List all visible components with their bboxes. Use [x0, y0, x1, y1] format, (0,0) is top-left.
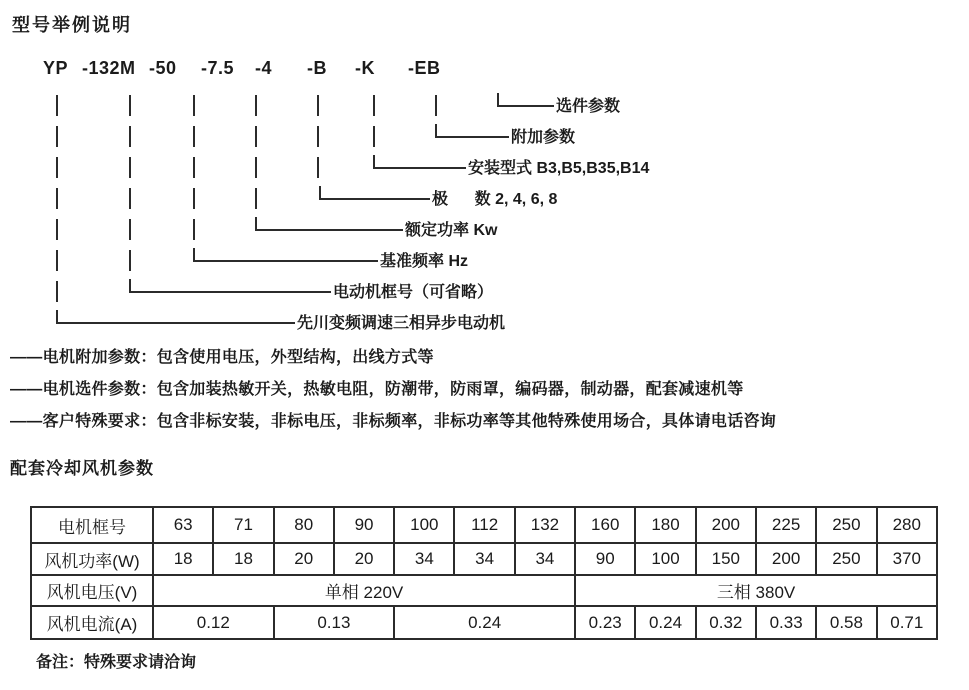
power-cell: 34: [515, 543, 575, 575]
diagram-bar: [255, 95, 257, 116]
diagram-connector: [435, 124, 509, 138]
model-code-segment: -EB: [408, 58, 441, 78]
diagram-label-mounting-type: 安装型式 B3,B5,B35,B14: [468, 160, 650, 177]
model-code-segment: -4: [255, 58, 273, 78]
fan-table: [30, 506, 938, 640]
table-row-frame: [31, 507, 937, 543]
row-header-current: 风机电流(A): [31, 606, 153, 639]
diagram-label-series-name: 先川变频调速三相异步电动机: [297, 315, 506, 332]
table-row-power: [31, 543, 937, 575]
current-cell: 0.32: [696, 606, 756, 639]
diagram-connector: [373, 155, 466, 169]
section-title: 配套冷却风机参数: [10, 459, 154, 478]
diagram-bar: [56, 157, 58, 178]
power-cell: 20: [274, 543, 334, 575]
frame-cell: 112: [454, 507, 514, 543]
current-cell: 0.23: [575, 606, 635, 639]
current-cell: 0.58: [816, 606, 876, 639]
model-code-segment: -7.5: [201, 58, 235, 78]
diagram-connector: [319, 186, 430, 200]
frame-cell: 132: [515, 507, 575, 543]
note-option-params: ——电机选件参数：包含加装热敏开关，热敏电阻，防潮带，防雨罩，编码器，制动器，配套减速机等: [10, 381, 744, 398]
diagram-bar: [255, 157, 257, 178]
diagram-label-option-params: 选件参数: [556, 98, 621, 115]
frame-cell: 80: [274, 507, 334, 543]
diagram-label-additional-params: 附加参数: [511, 129, 576, 146]
diagram-connector: [56, 310, 295, 324]
row-header-power: 风机功率(W): [31, 543, 153, 575]
diagram-bar: [129, 95, 131, 116]
diagram-label-rated-power: 额定功率 Kw: [405, 222, 498, 239]
frame-cell: 225: [756, 507, 816, 543]
row-header-voltage: 风机电压(V): [31, 575, 153, 606]
model-code-segment: -132M: [82, 58, 136, 78]
diagram-row: [0, 183, 969, 214]
diagram-row: [0, 152, 969, 183]
power-cell: 90: [575, 543, 635, 575]
current-cell: 0.24: [635, 606, 695, 639]
model-code-segment: -50: [149, 58, 177, 78]
diagram-connector: [255, 217, 403, 231]
diagram-connector: [129, 279, 331, 293]
diagram-bar: [56, 250, 58, 271]
current-cell: 0.71: [877, 606, 937, 639]
diagram-label-frame-number: 电动机框号（可省略）: [333, 284, 494, 301]
model-code-segment: -K: [355, 58, 375, 78]
footnote: 备注：特殊要求请洽询: [36, 654, 197, 671]
diagram-bar: [56, 95, 58, 116]
power-cell: 18: [213, 543, 273, 575]
current-cell: 0.13: [274, 606, 395, 639]
note-special-requirements: ——客户特殊要求：包含非标安装，非标电压，非标频率，非标功率等其他特殊使用场合，具体请电话咨询: [10, 413, 777, 430]
diagram-bar: [129, 188, 131, 209]
diagram-bar: [129, 219, 131, 240]
diagram-bar: [255, 126, 257, 147]
table-row-current: [31, 606, 937, 639]
diagram-bar: [193, 95, 195, 116]
power-cell: 34: [394, 543, 454, 575]
diagram-bar: [317, 95, 319, 116]
power-cell: 370: [877, 543, 937, 575]
diagram-bar: [129, 157, 131, 178]
diagram-bar: [255, 188, 257, 209]
power-cell: 250: [816, 543, 876, 575]
diagram-bar: [56, 188, 58, 209]
diagram-bar: [56, 126, 58, 147]
current-cell: 0.24: [394, 606, 575, 639]
frame-cell: 200: [696, 507, 756, 543]
diagram-bar: [129, 250, 131, 271]
diagram-label-base-frequency: 基准频率 Hz: [380, 253, 469, 270]
frame-cell: 63: [153, 507, 213, 543]
diagram-connector: [497, 93, 554, 107]
note-additional-params: ——电机附加参数：包含使用电压，外型结构，出线方式等: [10, 349, 434, 366]
frame-cell: 250: [816, 507, 876, 543]
diagram-bar: [317, 157, 319, 178]
diagram-bar: [193, 219, 195, 240]
diagram-bar: [193, 126, 195, 147]
voltage-single-phase-cell: 单相 220V: [153, 575, 575, 606]
diagram-bar: [193, 157, 195, 178]
diagram-bar: [373, 126, 375, 147]
diagram-bar: [193, 188, 195, 209]
diagram-bar: [129, 126, 131, 147]
current-cell: 0.12: [153, 606, 274, 639]
power-cell: 34: [454, 543, 514, 575]
diagram-row: [0, 276, 969, 307]
diagram-bar: [317, 126, 319, 147]
frame-cell: 71: [213, 507, 273, 543]
diagram-label-poles: 极 数 2, 4, 6, 8: [432, 191, 558, 208]
table-row-voltage: [31, 575, 937, 606]
frame-cell: 160: [575, 507, 635, 543]
model-code-segment: YP: [43, 58, 69, 78]
frame-cell: 100: [394, 507, 454, 543]
page-title: 型号举例说明: [12, 15, 132, 35]
power-cell: 100: [635, 543, 695, 575]
diagram-bar: [56, 219, 58, 240]
power-cell: 200: [756, 543, 816, 575]
diagram-bar: [56, 281, 58, 302]
frame-cell: 90: [334, 507, 394, 543]
diagram-bar: [373, 95, 375, 116]
current-cell: 0.33: [756, 606, 816, 639]
frame-cell: 280: [877, 507, 937, 543]
power-cell: 18: [153, 543, 213, 575]
row-header-frame: 电机框号: [31, 507, 153, 543]
diagram-row: [0, 214, 969, 245]
diagram-row: [0, 121, 969, 152]
diagram-connector: [193, 248, 378, 262]
frame-cell: 180: [635, 507, 695, 543]
diagram-row: [0, 245, 969, 276]
model-code-segment: -B: [307, 58, 327, 78]
diagram-row: [0, 307, 969, 338]
diagram-row: [0, 90, 969, 121]
power-cell: 150: [696, 543, 756, 575]
power-cell: 20: [334, 543, 394, 575]
diagram-bar: [435, 95, 437, 116]
voltage-three-phase-cell: 三相 380V: [575, 575, 937, 606]
